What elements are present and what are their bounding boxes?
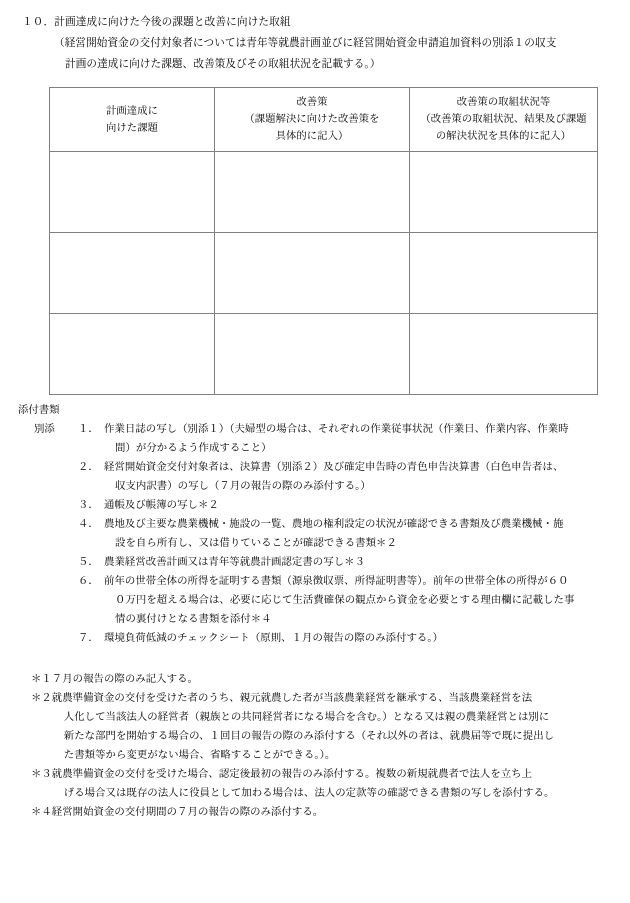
footnote-item — [0, 765, 630, 803]
table-header-row — [50, 88, 598, 152]
footnote-body — [52, 765, 630, 803]
list-item — [0, 572, 630, 629]
cell-issue[interactable] — [50, 233, 215, 314]
header-line: 向けた課題 — [106, 121, 158, 134]
list-item-number: ５． — [78, 556, 99, 568]
header-line: 計画達成に — [106, 104, 158, 117]
list-item — [0, 458, 630, 496]
footnote-line: 人化して当該法人の経営者（親族との共同経営者になる場合を含む。）となる又は親の農業経営とは別に — [63, 711, 550, 723]
footnote-line: 就農準備資金の交付を受けた場合、認定後最初の報告のみ添付する。複数の新規就農者で法人を立ち上 — [51, 768, 533, 780]
table-row — [50, 233, 598, 314]
section-heading-block — [0, 12, 630, 75]
list-item-line: 収支内訳書）の写し（７月の報告の際のみ添付する。） — [115, 480, 371, 492]
list-item-body — [104, 572, 630, 629]
footnote-body — [52, 689, 630, 765]
footnote-item — [0, 803, 630, 822]
cell-issue[interactable] — [50, 314, 215, 395]
column-header-issues — [50, 88, 215, 152]
page-title: １０．計画達成に向けた今後の課題と改善に向けた取組 — [22, 16, 291, 28]
list-item-number: ４． — [78, 518, 99, 530]
list-item-line: 通帳及び帳簿の写し＊２ — [104, 499, 219, 511]
footnotes-block — [0, 670, 630, 822]
footnote-line: 就農準備資金の交付を受けた者のうち、親元就農した者が当該農業経営を継承する、当該農業経営を法 — [51, 692, 533, 704]
list-item-line: 農地及び主要な農業機械・施設の一覧、農地の権利設定の状況が確認できる書類及び農業機械・施 — [104, 518, 564, 530]
footnote-line: 経営開始資金の交付期間の７月の報告の際のみ添付する。 — [51, 806, 324, 818]
column-header-status — [410, 88, 598, 152]
footnote-marker: ＊２ — [31, 692, 52, 704]
list-item — [0, 420, 630, 458]
list-item-line: 経営開始資金交付対象者は、決算書（別添２）及び確定申告時の青色申告決算書（白色申告者は、 — [104, 461, 564, 473]
list-item — [0, 553, 630, 572]
list-item — [0, 515, 630, 553]
list-item-body — [104, 515, 630, 553]
table-row — [50, 314, 598, 395]
footnote-marker: ＊１ — [31, 673, 52, 685]
cell-issue[interactable] — [50, 152, 215, 233]
attachments-title: 添付書類 — [18, 404, 60, 416]
column-header-improvement — [215, 88, 410, 152]
attachments-group-label: 別添 — [34, 423, 55, 435]
attachments-block — [0, 401, 630, 648]
footnote-body — [52, 803, 630, 822]
list-item-line: 設を自ら所有し、又は借りていることが確認できる書類＊２ — [115, 537, 397, 549]
footnote-item — [0, 670, 630, 689]
header-line: の解決状況を具体的に記入） — [435, 130, 572, 142]
list-item-body — [104, 496, 630, 515]
footnote-line: げる場合又は既存の法人に役員として加わる場合は、法人の定款等の確認できる書類の写しを添付する。 — [63, 787, 555, 799]
cell-improvement[interactable] — [215, 233, 410, 314]
footnote-marker: ＊４ — [31, 806, 52, 818]
cell-status[interactable] — [410, 152, 598, 233]
cell-improvement[interactable] — [215, 152, 410, 233]
cell-status[interactable] — [410, 314, 598, 395]
list-item-line: 間）が分かるよう作成すること） — [115, 442, 272, 454]
header-line: 改善策 — [296, 96, 328, 108]
list-item-body — [104, 629, 630, 648]
list-item-number: １． — [78, 423, 99, 435]
list-item — [0, 629, 630, 648]
header-line: 具体的に記入） — [275, 130, 349, 142]
footnote-line: た書類等から変更がない場合、省略することができる。）。 — [63, 749, 336, 761]
list-item-body — [104, 458, 630, 496]
footnote-line: ７月の報告の際のみ記入する。 — [51, 673, 198, 685]
footnote-body — [52, 670, 630, 689]
list-item-line: 作業日誌の写し（別添１）（夫婦型の場合は、それぞれの作業従事状況（作業日、作業内容、作業時 — [104, 423, 569, 435]
list-item-number: ３． — [78, 499, 99, 511]
plan-improvement-table — [49, 87, 598, 395]
cell-improvement[interactable] — [215, 314, 410, 395]
footnote-item — [0, 689, 630, 765]
list-item-body — [104, 420, 630, 458]
footnote-marker: ＊３ — [31, 768, 52, 780]
header-line: （課題解決に向けた改善策を — [244, 113, 380, 125]
list-item-line: ０万円を超える場合は、必要に応じて生活費確保の観点から資金を必要とする理由欄に記載した事 — [115, 594, 575, 606]
list-item-number: ６． — [78, 575, 99, 587]
section-note-line-1: （経営開始資金の交付対象者については青年等就農計画並びに経営開始資金申請追加資料の別添１の収支 — [54, 37, 557, 49]
header-line: （改善策の取組状況、結果及び課題 — [420, 113, 587, 125]
list-item-number: ７． — [78, 632, 99, 644]
cell-status[interactable] — [410, 233, 598, 314]
header-line: 改善策の取組状況等 — [456, 96, 551, 108]
list-item-body — [104, 553, 630, 572]
table-row — [50, 152, 598, 233]
list-item-line: 情の裏付けとなる書類を添付＊４ — [115, 613, 272, 625]
list-item-line: 農業経営改善計画又は青年等就農計画認定書の写し＊３ — [104, 556, 366, 568]
list-item-line: 前年の世帯全体の所得を証明する書類（源泉徴収票、所得証明書等）。前年の世帯全体の所得が６０ — [104, 575, 569, 587]
section-note-line-2: 計画の達成に向けた課題、改善策及びその取組状況を記載する。） — [65, 58, 381, 70]
footnote-line: 新たな部門を開始する場合の、１回目の報告の際のみ添付する（それ以外の者は、就農届等で既に提出し — [63, 730, 555, 742]
list-item-line: 環境負荷低減のチェックシート（原則、１月の報告の際のみ添付する。） — [104, 632, 444, 644]
list-item-number: ２． — [78, 461, 99, 473]
list-item — [0, 496, 630, 515]
plan-improvement-table-wrapper — [49, 87, 594, 395]
